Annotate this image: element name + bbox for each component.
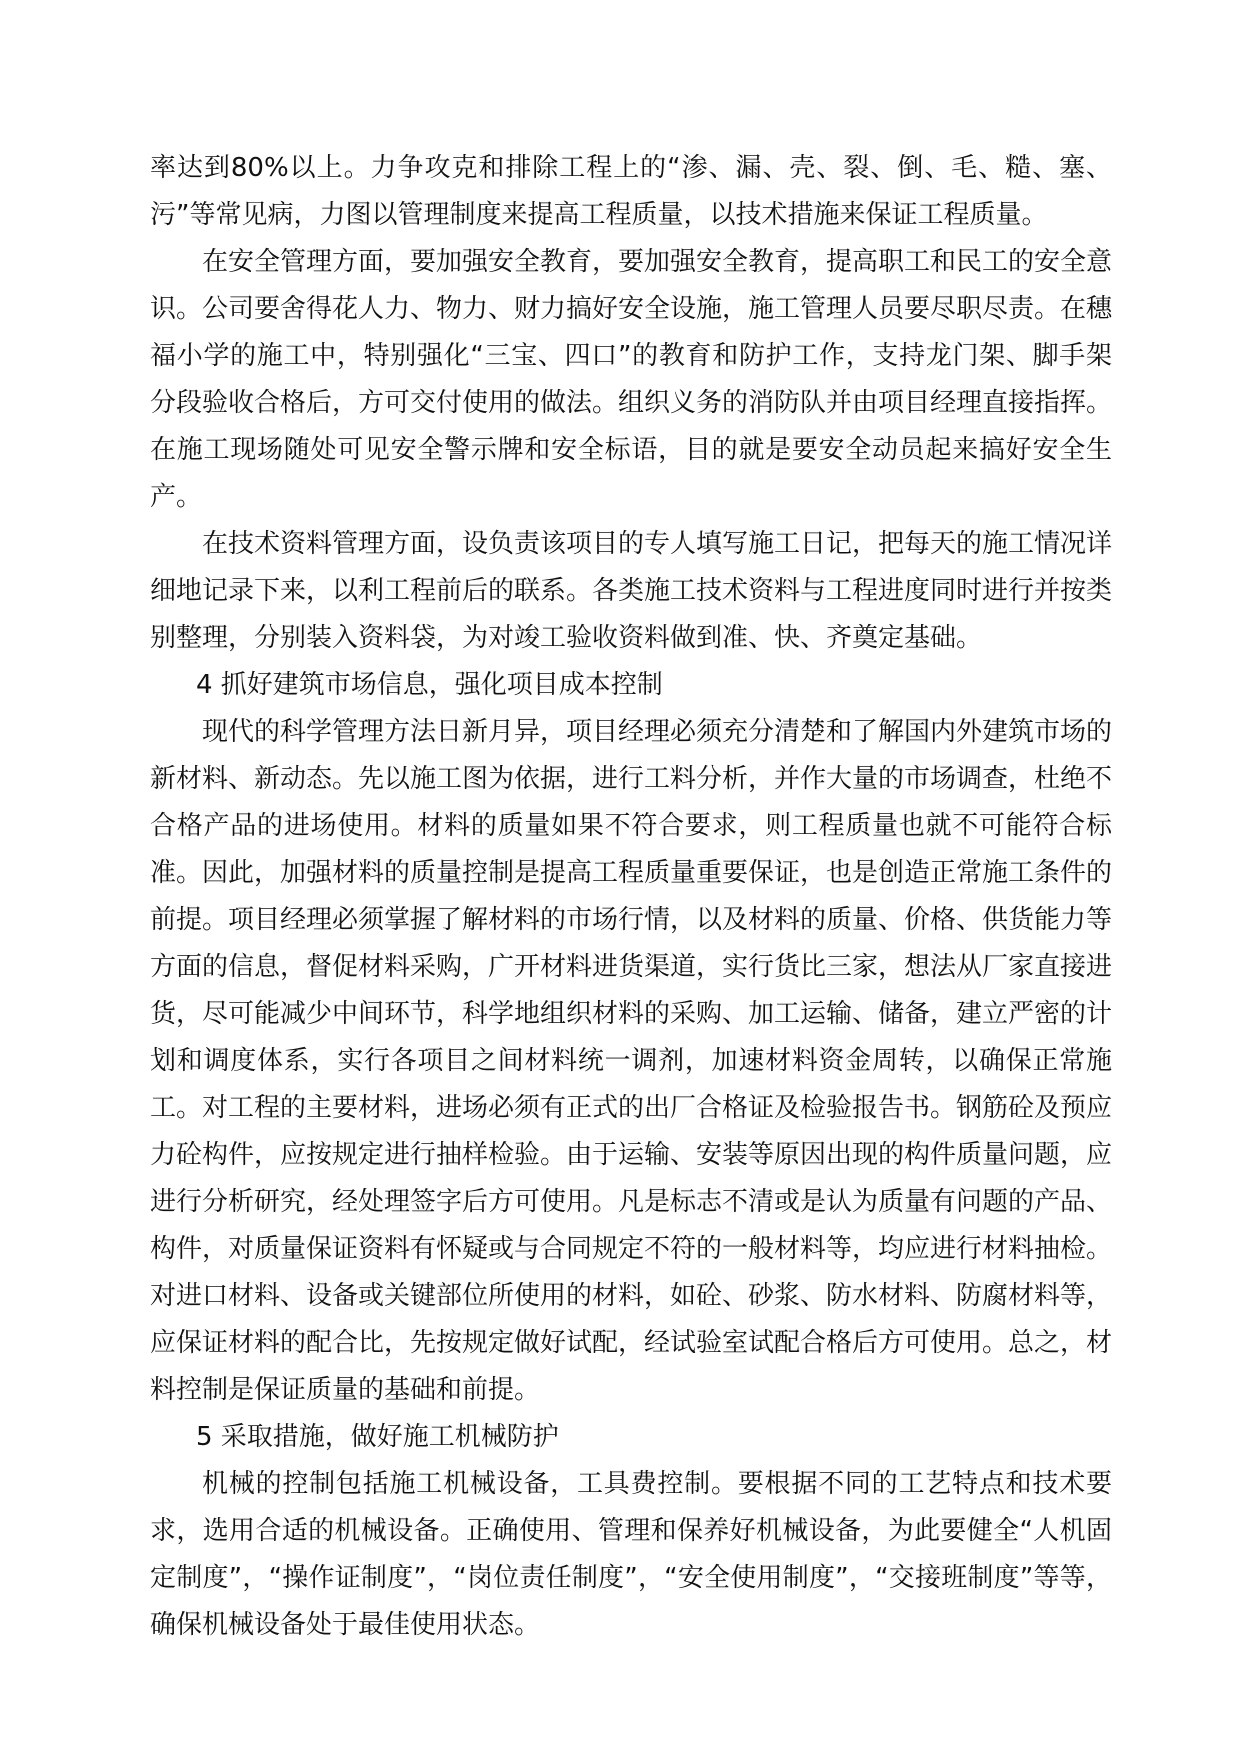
document-page bbox=[150, 145, 1112, 1649]
paragraph-machinery-control: 机械的控制包括施工机械设备，工具费控制。要根据不同的工艺特点和技术要求，选用合适的机械设备。正确使用、管理和保养好机械设备，为此要健全“人机固定制度”，“操作证制度”，“岗位责任制度”，“安全使用制度”，“交接班制度”等等，确保机械设备处于最佳使用状态。 bbox=[150, 1469, 1112, 1640]
paragraph-technical-records: 在技术资料管理方面，设负责该项目的专人填写施工日记，把每天的施工情况详细地记录下来，以利工程前后的联系。各类施工技术资料与工程进度同时进行并按类别整理，分别装入资料袋，为对竣工验收资料做到准、快、齐奠定基础。 bbox=[150, 529, 1113, 653]
paragraph-material-control: 现代的科学管理方法日新月异，项目经理必须充分清楚和了解国内外建筑市场的新材料、新动态。先以施工图为依据，进行工料分析，并作大量的市场调查，杜绝不合格产品的进场使用。材料的质量如果不符合要求，则工程质量也就不可能符合标准。因此，加强材料的质量控制是提高工程质量重要保证，也是创造正常施工条件的前提。项目经理必须掌握了解材料的市场行情，以及材料的质量、价格、供货能力等方面的信息，督促材料采购，广开材料进货渠道，实行货比三家，想法从厂家直接进货，尽可能减少中间环节，科学地组织材料的采购、加工运输、储备，建立严密的计划和调度体系，实行各项目之间材料统一调剂，加速材料资金周转，以确保正常施工。对工程的主要材料，进场必须有正式的出厂合格证及检验报告书。钢筋砼及预应力砼构件，应按规定进行抽样检验。由于运输、安装等原因出现的构件质量问题，应进行分析研究，经处理签字后方可使用。凡是标志不清或是认为质量有问题的产品、构件，对质量保证资料有怀疑或与合同规定不符的一般材料等，均应进行材料抽检。对进口材料、设备或关键部位所使用的材料，如砼、砂浆、防水材料、防腐材料等，应保证材料的配合比，先按规定做好试配，经试验室试配合格后方可使用。总之，材料控制是保证质量的基础和前提。 bbox=[150, 717, 1113, 1405]
section-heading-5: 5 采取措施，做好施工机械防护 bbox=[196, 1422, 559, 1452]
paragraph-quality-continued: 率达到80%以上。力争攻克和排除工程上的“渗、漏、壳、裂、倒、毛、糙、塞、污”等常见病，力图以管理制度来提高工程质量，以技术措施来保证工程质量。 bbox=[150, 153, 1112, 230]
section-heading-4: 4 抓好建筑市场信息，强化项目成本控制 bbox=[196, 670, 663, 700]
paragraph-safety-management: 在安全管理方面，要加强安全教育，要加强安全教育，提高职工和民工的安全意识。公司要舍得花人力、物力、财力搞好安全设施，施工管理人员要尽职尽责。在穗福小学的施工中，特别强化“三宝、四口”的教育和防护工作，支持龙门架、脚手架分段验收合格后，方可交付使用的做法。组织义务的消防队并由项目经理直接指挥。在施工现场随处可见安全警示牌和安全标语，目的就是要安全动员起来搞好安全生产。 bbox=[150, 247, 1113, 512]
